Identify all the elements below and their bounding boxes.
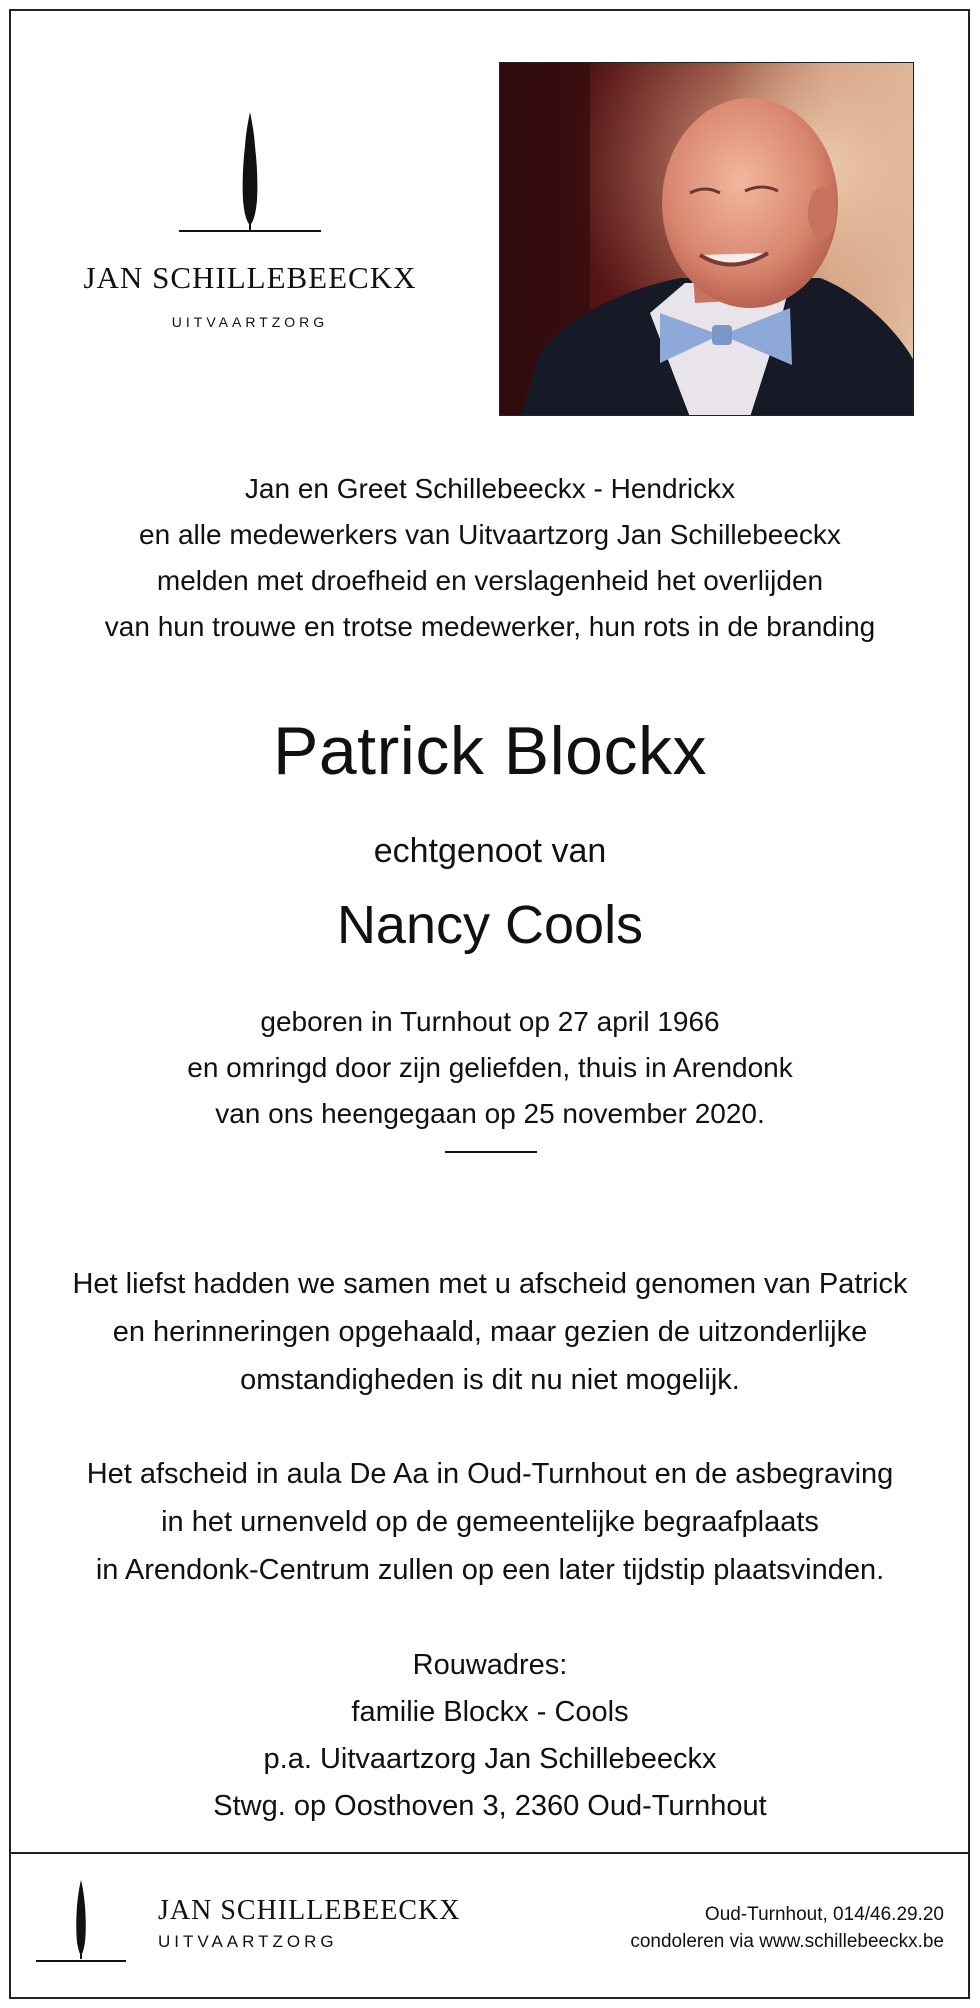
funeral-home-logo	[60, 112, 440, 352]
address-line: p.a. Uitvaartzorg Jan Schillebeeckx	[263, 1743, 717, 1775]
footer-brand-name: JAN SCHILLEBEECKX	[158, 1895, 461, 1926]
dates-text	[11, 999, 969, 1137]
footer-divider	[9, 1852, 970, 1854]
paragraph-line: in het urnenveld op de gemeentelijke begraafplaats	[161, 1506, 819, 1538]
farewell-paragraph	[11, 1260, 969, 1404]
separator-rule	[445, 1151, 537, 1153]
dates-line: geboren in Turnhout op 27 april 1966	[260, 1006, 720, 1037]
brand-subtitle: UITVAARTZORG	[171, 314, 329, 330]
paragraph-line: Het afscheid in aula De Aa in Oud-Turnhout en de asbegraving	[86, 1458, 894, 1490]
contact-phone: Oud-Turnhout, 014/46.29.20	[704, 1904, 944, 1925]
spouse-name: Nancy Cools	[336, 895, 644, 955]
address-line: Stwg. op Oosthoven 3, 2360 Oud-Turnhout	[213, 1790, 767, 1822]
intro-line: Jan en Greet Schillebeeckx - Hendrickx	[244, 473, 736, 504]
contact-website[interactable]: condoleren via www.schillebeeckx.be	[630, 1931, 944, 1952]
paragraph-line: en herinneringen opgehaald, maar gezien de uitzonderlijke	[112, 1316, 868, 1348]
address-line: Rouwadres:	[412, 1649, 568, 1681]
footer-logo	[36, 1880, 136, 1970]
dates-line: en omringd door zijn geliefden, thuis in Arendonk	[187, 1052, 793, 1083]
logo-underline	[179, 230, 321, 232]
spouse-label: echtgenoot van	[373, 832, 607, 870]
address-line: familie Blockx - Cools	[351, 1696, 629, 1728]
paragraph-line: Het liefst hadden we samen met u afscheid genomen van Patrick	[72, 1268, 908, 1300]
ceremony-paragraph	[11, 1450, 969, 1594]
footer-brand-subtitle: UITVAARTZORG	[158, 1932, 338, 1951]
intro-line: van hun trouwe en trotse medewerker, hun rots in de branding	[104, 611, 876, 642]
deceased-name: Patrick Blockx	[273, 713, 707, 789]
intro-line: melden met droefheid en verslagenheid het overlijden	[156, 565, 824, 596]
mourning-address	[11, 1642, 969, 1830]
paragraph-line: omstandigheden is dit nu niet mogelijk.	[240, 1364, 740, 1396]
portrait-photo	[499, 62, 914, 416]
cypress-tree-icon	[235, 112, 265, 230]
brand-name: JAN SCHILLEBEECKX	[83, 260, 417, 295]
logo-underline	[36, 1960, 126, 1962]
footer-contact	[630, 1901, 944, 1955]
cypress-tree-icon	[36, 1880, 126, 1960]
intro-text	[11, 466, 969, 650]
dates-line: van ons heengegaan op 25 november 2020.	[215, 1098, 765, 1129]
paragraph-line: in Arendonk-Centrum zullen op een later tijdstip plaatsvinden.	[95, 1554, 885, 1586]
intro-line: en alle medewerkers van Uitvaartzorg Jan Schillebeeckx	[139, 519, 841, 550]
portrait-illustration	[500, 63, 914, 416]
